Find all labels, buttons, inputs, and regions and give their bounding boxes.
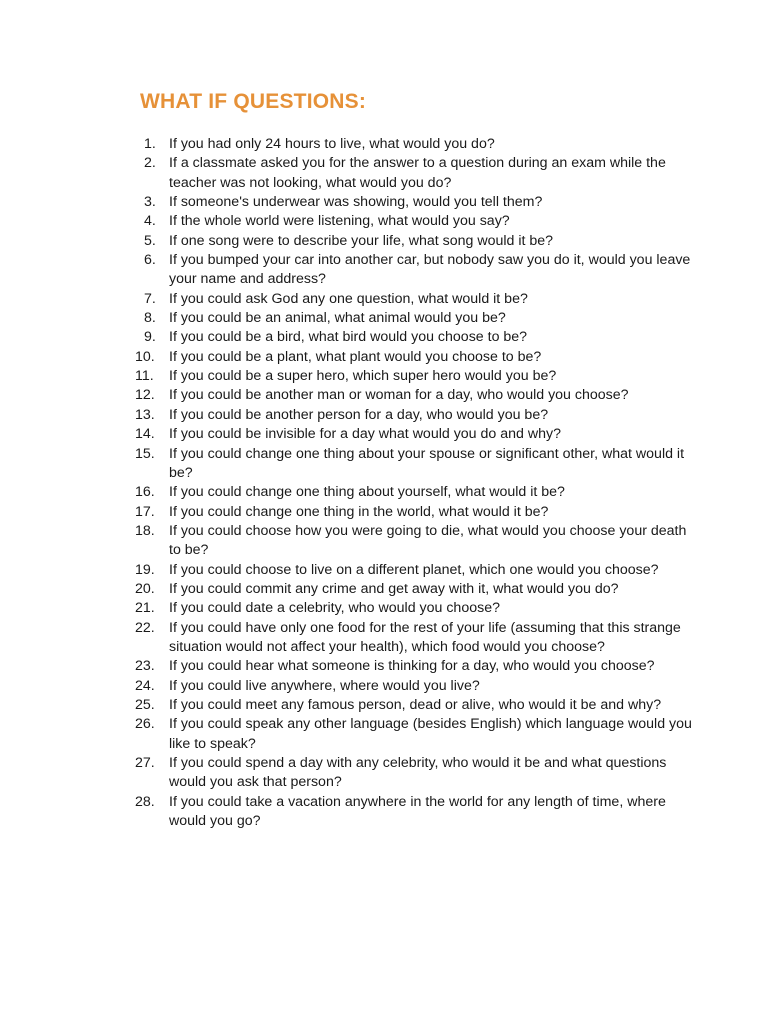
question-number: 9. bbox=[144, 329, 156, 346]
question-number: 28. bbox=[135, 793, 155, 810]
question-number: 13. bbox=[135, 406, 155, 423]
question-item bbox=[134, 348, 694, 367]
question-item bbox=[134, 386, 694, 405]
question-item bbox=[134, 696, 694, 715]
question-item bbox=[134, 193, 694, 212]
question-text: If you could change one thing about yourself, what would it be? bbox=[169, 484, 565, 501]
question-item bbox=[134, 212, 694, 231]
question-item bbox=[134, 328, 694, 347]
question-number: 2. bbox=[144, 155, 156, 172]
question-item bbox=[134, 677, 694, 696]
question-item bbox=[134, 619, 694, 658]
question-text: If you could be a bird, what bird would you choose to be? bbox=[169, 329, 528, 346]
question-text: If you could change one thing about your spouse or significant other, what would it be? bbox=[169, 445, 685, 481]
question-text: If you could spend a day with any celebrity, who would it be and what questions would you ask that person? bbox=[169, 755, 667, 791]
question-number: 8. bbox=[144, 310, 156, 327]
question-number: 5. bbox=[144, 232, 156, 249]
page-title: WHAT IF QUESTIONS: bbox=[140, 90, 367, 113]
question-item bbox=[134, 290, 694, 309]
question-text: If you could be invisible for a day what would you do and why? bbox=[169, 426, 561, 443]
question-text: If the whole world were listening, what would you say? bbox=[169, 213, 510, 230]
question-text: If a classmate asked you for the answer to a question during an exam while the teacher was not looking, what would you do? bbox=[169, 155, 666, 191]
question-item bbox=[134, 406, 694, 425]
question-text: If you could speak any other language (besides English) which language would you like to speak? bbox=[169, 716, 692, 752]
question-item bbox=[134, 232, 694, 251]
question-number: 26. bbox=[135, 716, 155, 733]
question-number: 17. bbox=[135, 503, 155, 520]
question-text: If you could hear what someone is thinking for a day, who would you choose? bbox=[169, 658, 655, 675]
question-text: If you could be a super hero, which super hero would you be? bbox=[169, 368, 557, 385]
question-number: 14. bbox=[135, 426, 155, 443]
question-text: If you had only 24 hours to live, what would you do? bbox=[169, 136, 495, 152]
question-text: If you bumped your car into another car, but nobody saw you do it, would you leave your name and address? bbox=[169, 252, 691, 288]
question-number: 25. bbox=[135, 696, 155, 713]
question-item bbox=[134, 483, 694, 502]
question-number: 20. bbox=[135, 580, 155, 597]
question-text: If you could take a vacation anywhere in the world for any length of time, where would you go? bbox=[169, 793, 666, 830]
question-text: If you could change one thing in the world, what would it be? bbox=[169, 503, 549, 520]
question-number: 1. bbox=[144, 136, 156, 152]
question-number: 27. bbox=[135, 755, 155, 771]
question-number: 16. bbox=[135, 484, 155, 501]
question-number: 3. bbox=[144, 194, 156, 211]
question-text: If you could live anywhere, where would you live? bbox=[169, 677, 480, 694]
question-item bbox=[134, 445, 694, 484]
question-number: 21. bbox=[135, 600, 155, 617]
question-text: If one song were to describe your life, what song would it be? bbox=[169, 232, 554, 249]
question-item bbox=[134, 154, 694, 193]
question-item bbox=[134, 754, 694, 793]
question-number: 11. bbox=[135, 368, 154, 385]
question-text: If you could commit any crime and get away with it, what would you do? bbox=[169, 580, 619, 597]
question-item bbox=[134, 657, 694, 676]
question-text: If you could be another person for a day, who would you be? bbox=[169, 406, 549, 423]
question-number: 15. bbox=[135, 445, 155, 462]
question-item bbox=[134, 580, 694, 599]
question-item bbox=[134, 715, 694, 754]
question-item bbox=[134, 522, 694, 561]
question-item bbox=[134, 367, 694, 386]
question-number: 22. bbox=[135, 619, 155, 636]
question-text: If you could be another man or woman for a day, who would you choose? bbox=[169, 387, 629, 404]
question-text: If you could ask God any one question, what would it be? bbox=[169, 290, 528, 307]
question-number: 10. bbox=[135, 348, 155, 365]
question-item bbox=[134, 309, 694, 328]
question-list bbox=[134, 135, 694, 831]
question-text: If you could choose how you were going to die, what would you choose your death to be? bbox=[169, 522, 687, 559]
question-item bbox=[134, 793, 694, 832]
question-text: If someone's underwear was showing, would you tell them? bbox=[169, 194, 543, 211]
question-item bbox=[134, 561, 694, 580]
question-text: If you could be an animal, what animal would you be? bbox=[169, 310, 506, 327]
question-number: 23. bbox=[135, 658, 155, 675]
question-text: If you could meet any famous person, dead or alive, who would it be and why? bbox=[169, 696, 662, 713]
question-number: 4. bbox=[144, 213, 156, 230]
question-number: 6. bbox=[144, 252, 156, 269]
question-item bbox=[134, 503, 694, 522]
question-number: 24. bbox=[135, 677, 155, 694]
question-text: If you could have only one food for the rest of your life (assuming that this strange situation would not affect your health), which food would you choose? bbox=[169, 619, 681, 655]
question-number: 18. bbox=[135, 522, 155, 539]
question-text: If you could choose to live on a different planet, which one would you choose? bbox=[169, 561, 659, 578]
question-text: If you could be a plant, what plant would you choose to be? bbox=[169, 348, 542, 365]
question-number: 12. bbox=[135, 387, 155, 404]
question-item bbox=[134, 599, 694, 618]
question-number: 19. bbox=[135, 561, 155, 578]
question-number: 7. bbox=[144, 290, 156, 307]
question-item bbox=[134, 425, 694, 444]
question-item bbox=[134, 251, 694, 290]
question-item bbox=[134, 135, 694, 154]
question-text: If you could date a celebrity, who would you choose? bbox=[169, 600, 500, 617]
